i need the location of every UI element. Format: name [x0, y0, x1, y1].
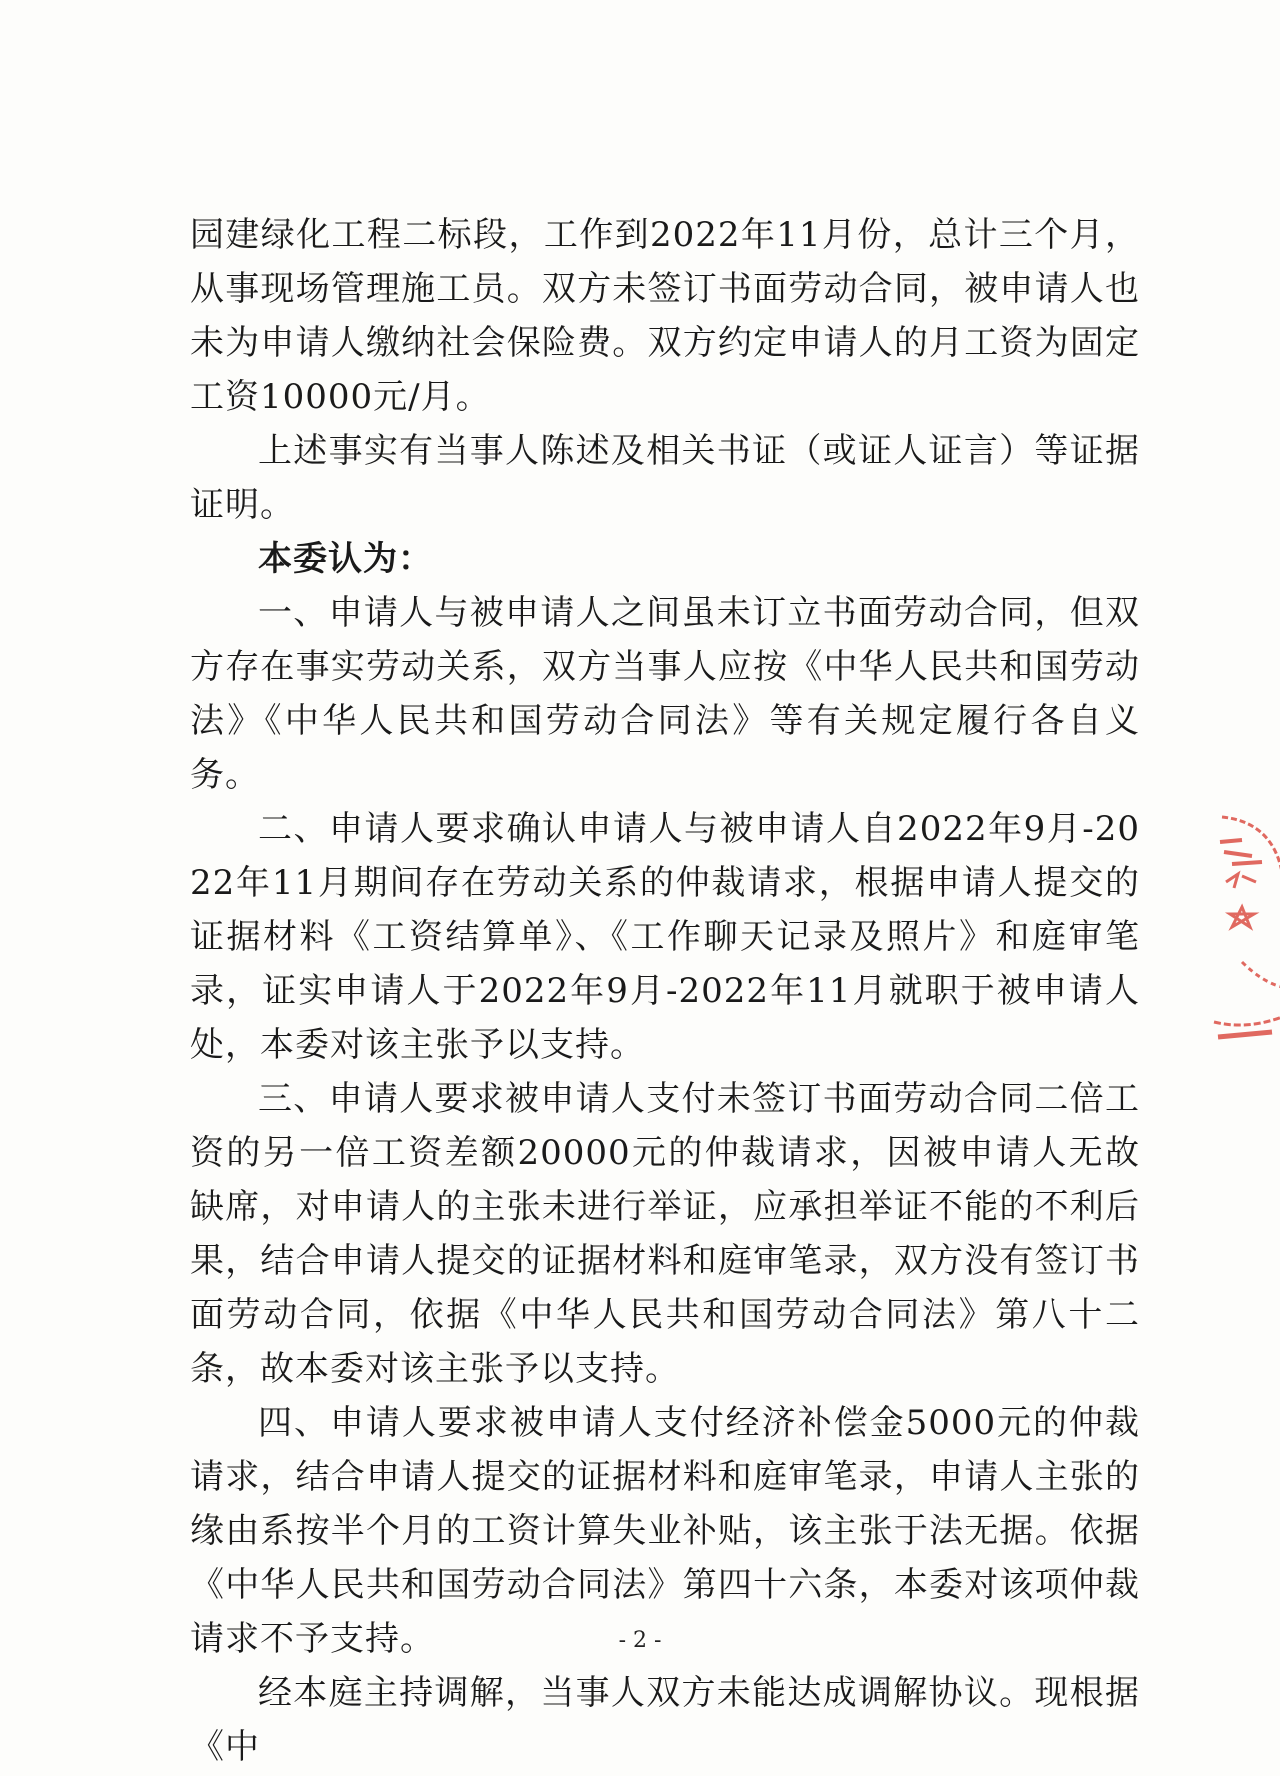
section-heading-committee-opinion: 本委认为：	[258, 539, 433, 579]
paragraph-point-4: 四、申请人要求被申请人支付经济补偿金5000元的仲裁请求，结合申请人提交的证据材料和庭审笔录，申请人主张的缘由系按半个月的工资计算失业补贴，该主张于法无据。依据《中华人民共和国劳动合同法》第四十六条，本委对该项仲裁请求不予支持。	[190, 1403, 1140, 1659]
paragraph-facts-continued: 园建绿化工程二标段，工作到2022年11月份，总计三个月，从事现场管理施工员。双方未签订书面劳动合同，被申请人也未为申请人缴纳社会保险费。双方约定申请人的月工资为固定工资10000元/月。	[190, 215, 1140, 417]
paragraph-point-3: 三、申请人要求被申请人支付未签订书面劳动合同二倍工资的另一倍工资差额20000元的仲裁请求，因被申请人无故缺席，对申请人的主张未进行举证，应承担举证不能的不利后果，结合申请人提交的证据材料和庭审笔录，双方没有签订书面劳动合同，依据《中华人民共和国劳动合同法》第八十二条，故本委对该主张予以支持。	[190, 1079, 1140, 1389]
seal-fragment-icon	[1212, 812, 1280, 1062]
paragraph-point-1: 一、申请人与被申请人之间虽未订立书面劳动合同，但双方存在事实劳动关系，双方当事人应按《中华人民共和国劳动法》《中华人民共和国劳动合同法》等有关规定履行各自义务。	[190, 593, 1140, 795]
paragraph-mediation: 经本庭主持调解，当事人双方未能达成调解协议。现根据《中	[190, 1673, 1140, 1767]
official-seal-edge	[1212, 812, 1280, 1062]
paragraph-point-2: 二、申请人要求确认申请人与被申请人自2022年9月-2022年11月期间存在劳动关系的仲裁请求，根据申请人提交的证据材料《工资结算单》、《工作聊天记录及照片》和庭审笔录，证实申请人于2022年9月-2022年11月就职于被申请人处，本委对该主张予以支持。	[190, 809, 1140, 1065]
document-body	[190, 208, 1140, 1774]
paragraph-evidence: 上述事实有当事人陈述及相关书证（或证人证言）等证据证明。	[190, 431, 1140, 525]
page-number: - 2 -	[618, 1628, 662, 1653]
